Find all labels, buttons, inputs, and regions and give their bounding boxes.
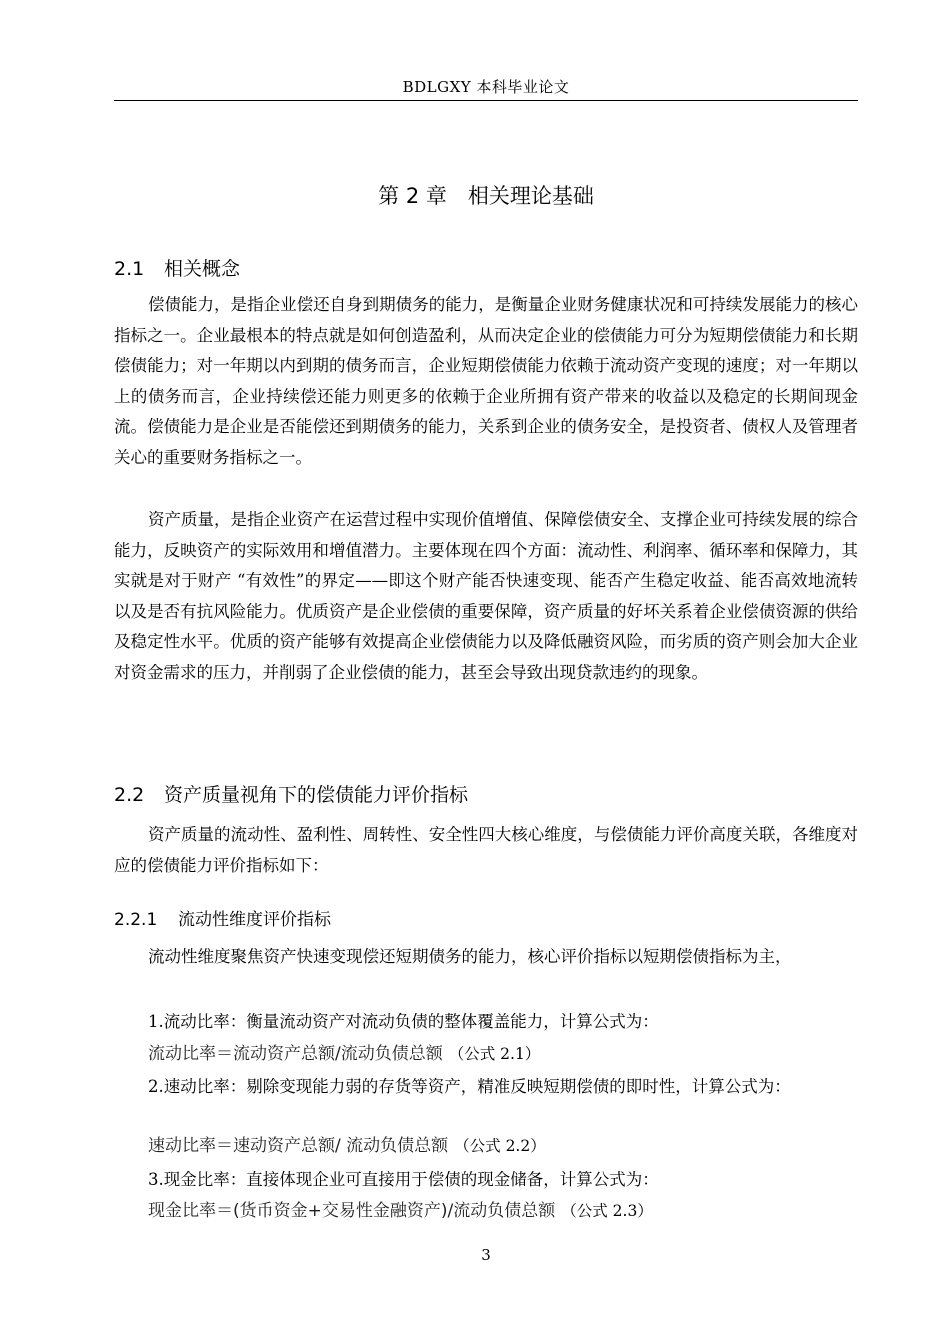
page-number: 3	[481, 1246, 491, 1264]
section-heading-2-1	[114, 254, 240, 281]
paragraph-asset-quality-definition: 资产质量，是指企业资产在运营过程中实现价值增值、保障偿债安全、支撑企业可持续发展的综合能力，反映资产的实际效用和增值潜力。主要体现在四个方面：流动性、利润率、循环率和保障力，其实就是对于财产 “有效性”的界定——即这个财产能否快速变现、能否产生稳定收益、能否高效地流转以及是否有抗风险能力。优质资产是企业偿债的重要保障，资产质量的好坏关系着企业偿债资源的供给及稳定性水平。优质的资产能够有效提高企业偿债能力以及降低融资风险，而劣质的资产则会加大企业对资金需求的压力，并削弱了企业偿债的能力，甚至会导致出现贷款违约的现象。	[114, 510, 858, 682]
formula-cash-ratio	[148, 1196, 653, 1221]
subsection-number: 2.2.1	[114, 910, 158, 930]
running-header: BDLGXY 本科毕业论文	[402, 78, 570, 96]
paragraph-liquidity-intro: 流动性维度聚焦资产快速变现偿还短期债务的能力，核心评价指标以短期偿债指标为主，	[148, 947, 792, 966]
item-quick-ratio-description: 2.速动比率：剔除变现能力弱的存货等资产，精准反映短期偿债的即时性，计算公式为：	[148, 1077, 791, 1096]
formula-quick-ratio	[148, 1131, 546, 1156]
formula-expression: 流动比率＝流动资产总额/流动负债总额	[148, 1044, 443, 1064]
formula-tag: （公式 2.2）	[454, 1137, 546, 1155]
paragraph-solvency-definition: 偿债能力，是指企业偿还自身到期债务的能力，是衡量企业财务健康状况和可持续发展能力的核心指标之一。企业最根本的特点就是如何创造盈利，从而决定企业的偿债能力可分为短期偿债能力和长期偿债能力；对一年期以内到期的债务而言，企业短期偿债能力依赖于流动资产变现的速度；对一年期以上的债务而言，企业持续偿还能力则更多的依赖于企业所拥有资产带来的收益以及稳定的长期间现金流。偿债能力是企业是否能偿还到期债务的能力，关系到企业的债务安全，是投资者、债权人及管理者关心的重要财务指标之一。	[114, 295, 858, 467]
subsection-heading-2-2-1	[114, 905, 331, 930]
header-rule	[114, 100, 858, 101]
section-heading-2-2	[114, 780, 468, 807]
section-title: 相关概念	[164, 258, 241, 280]
section-title: 资产质量视角下的偿债能力评价指标	[164, 784, 469, 806]
item-current-ratio-description: 1.流动比率：衡量流动资产对流动负债的整体覆盖能力，计算公式为：	[148, 1012, 659, 1031]
formula-current-ratio	[148, 1039, 540, 1064]
section-number: 2.1	[114, 258, 145, 280]
section-number: 2.2	[114, 784, 145, 806]
formula-expression: 现金比率＝(货币资金+交易性金融资产)/流动负债总额	[148, 1201, 556, 1221]
formula-tag: （公式 2.3）	[561, 1202, 653, 1220]
item-cash-ratio-description: 3.现金比率：直接体现企业可直接用于偿债的现金储备，计算公式为：	[148, 1170, 659, 1189]
chapter-title: 第 2 章 相关理论基础	[378, 184, 594, 208]
formula-tag: （公式 2.1）	[448, 1045, 541, 1063]
formula-expression: 速动比率＝速动资产总额/ 流动负债总额	[148, 1136, 449, 1156]
paragraph-indicators-intro: 资产质量的流动性、盈利性、周转性、安全性四大核心维度，与偿债能力评价高度关联，各维度对应的偿债能力评价指标如下：	[114, 825, 858, 875]
subsection-title: 流动性维度评价指标	[178, 910, 331, 930]
